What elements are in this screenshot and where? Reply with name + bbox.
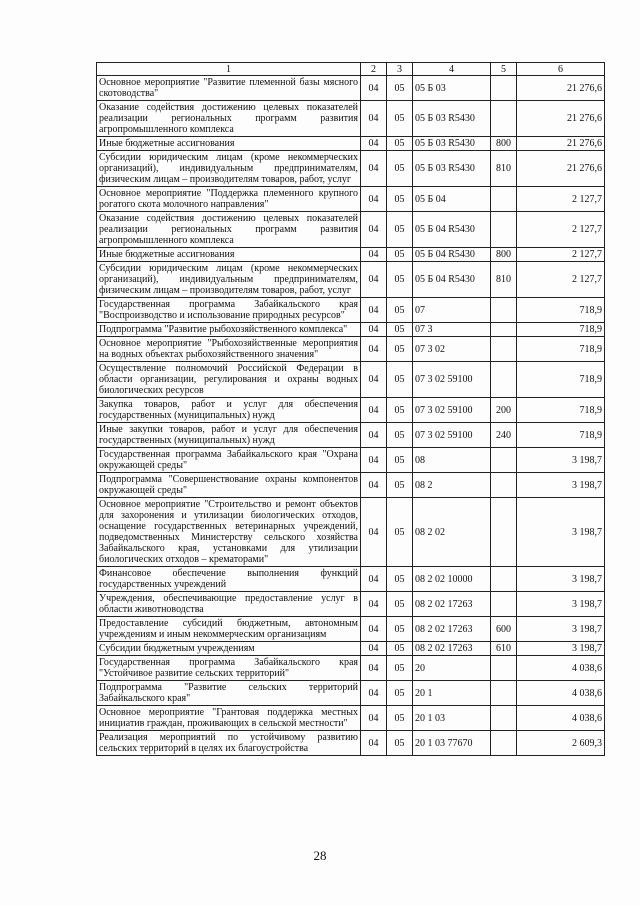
- row-amount-cell: 3 198,7: [517, 473, 605, 498]
- row-target-article-cell: 08 2 02 10000: [413, 567, 491, 592]
- row-amount-cell: 2 127,7: [517, 212, 605, 248]
- row-section-cell: 04: [361, 617, 387, 642]
- row-expense-type-cell: [491, 706, 517, 731]
- row-subsection-cell: 05: [387, 498, 413, 567]
- row-section-cell: 04: [361, 337, 387, 362]
- row-target-article-cell: 07 3 02 59100: [413, 398, 491, 423]
- row-name-cell: Иные бюджетные ассигнования: [97, 248, 361, 262]
- row-name-cell: Основное мероприятие "Рыбохозяйственные мероприятия на водных объектах рыбохозяйственного значения": [97, 337, 361, 362]
- row-subsection-cell: 05: [387, 617, 413, 642]
- row-subsection-cell: 05: [387, 212, 413, 248]
- table-row: [97, 137, 605, 151]
- row-expense-type-cell: 810: [491, 262, 517, 298]
- table-row: [97, 362, 605, 398]
- row-section-cell: 04: [361, 362, 387, 398]
- row-section-cell: 04: [361, 642, 387, 656]
- row-subsection-cell: 05: [387, 262, 413, 298]
- row-amount-cell: 3 198,7: [517, 448, 605, 473]
- row-expense-type-cell: 800: [491, 248, 517, 262]
- row-section-cell: 04: [361, 101, 387, 137]
- row-expense-type-cell: 800: [491, 137, 517, 151]
- row-expense-type-cell: [491, 498, 517, 567]
- row-name-cell: Субсидии бюджетным учреждениям: [97, 642, 361, 656]
- header-col-1: 1: [97, 63, 361, 76]
- row-name-cell: Основное мероприятие "Поддержка племенного крупного рогатого скота молочного направления": [97, 187, 361, 212]
- row-subsection-cell: 05: [387, 592, 413, 617]
- row-name-cell: Субсидии юридическим лицам (кроме некоммерческих организаций), индивидуальным предпринимателям, физическим лицам – производителям товаров, работ, услуг: [97, 151, 361, 187]
- row-amount-cell: 21 276,6: [517, 151, 605, 187]
- table-row: [97, 187, 605, 212]
- row-target-article-cell: 05 Б 03 R5430: [413, 137, 491, 151]
- row-expense-type-cell: [491, 567, 517, 592]
- table-row: [97, 448, 605, 473]
- row-name-cell: Учреждения, обеспечивающие предоставление услуг в области животноводства: [97, 592, 361, 617]
- row-name-cell: Субсидии юридическим лицам (кроме некоммерческих организаций), индивидуальным предпринимателям, физическим лицам – производителям товаров, работ, услуг: [97, 262, 361, 298]
- row-target-article-cell: 08 2 02 17263: [413, 592, 491, 617]
- row-subsection-cell: 05: [387, 567, 413, 592]
- row-section-cell: 04: [361, 448, 387, 473]
- table-body: [97, 76, 605, 756]
- row-subsection-cell: 05: [387, 151, 413, 187]
- row-name-cell: Государственная программа Забайкальского края "Охрана окружающей среды": [97, 448, 361, 473]
- row-name-cell: Подпрограмма "Развитие сельских территорий Забайкальского края": [97, 681, 361, 706]
- row-expense-type-cell: [491, 592, 517, 617]
- row-target-article-cell: 07 3: [413, 323, 491, 337]
- row-name-cell: Реализация мероприятий по устойчивому развитию сельских территорий в целях их благоустройства: [97, 731, 361, 756]
- row-expense-type-cell: [491, 76, 517, 101]
- row-amount-cell: 3 198,7: [517, 498, 605, 567]
- header-col-2: 2: [361, 63, 387, 76]
- row-expense-type-cell: 240: [491, 423, 517, 448]
- row-amount-cell: 718,9: [517, 398, 605, 423]
- header-col-3: 3: [387, 63, 413, 76]
- row-name-cell: Основное мероприятие "Строительство и ремонт объектов для захоронения и утилизации биологических отходов, оснащение государственных ветеринарных учреждений, подведомственных Министерству сельского хозяйства Забайкальского края, установками для утилизации биологических отходов – крематорами": [97, 498, 361, 567]
- row-name-cell: Иные закупки товаров, работ и услуг для обеспечения государственных (муниципальных) нужд: [97, 423, 361, 448]
- table-row: [97, 323, 605, 337]
- row-name-cell: Основное мероприятие "Грантовая поддержка местных инициатив граждан, проживающих в сельской местности": [97, 706, 361, 731]
- row-name-cell: Подпрограмма "Развитие рыбохозяйственного комплекса": [97, 323, 361, 337]
- row-target-article-cell: 05 Б 04 R5430: [413, 262, 491, 298]
- row-target-article-cell: 07 3 02 59100: [413, 362, 491, 398]
- row-target-article-cell: 20 1 03: [413, 706, 491, 731]
- page-number: 28: [313, 848, 327, 863]
- row-expense-type-cell: 200: [491, 398, 517, 423]
- row-section-cell: 04: [361, 398, 387, 423]
- table-row: [97, 498, 605, 567]
- row-target-article-cell: 20: [413, 656, 491, 681]
- row-target-article-cell: 08 2: [413, 473, 491, 498]
- table-row: [97, 423, 605, 448]
- row-subsection-cell: 05: [387, 642, 413, 656]
- row-name-cell: Основное мероприятие "Развитие племенной базы мясного скотоводства": [97, 76, 361, 101]
- row-name-cell: Финансовое обеспечение выполнения функций государственных учреждений: [97, 567, 361, 592]
- row-name-cell: Государственная программа Забайкальского края "Устойчивое развитие сельских территорий": [97, 656, 361, 681]
- row-section-cell: 04: [361, 592, 387, 617]
- row-amount-cell: 2 127,7: [517, 187, 605, 212]
- table-row: [97, 592, 605, 617]
- row-subsection-cell: 05: [387, 248, 413, 262]
- table-row: [97, 617, 605, 642]
- header-col-6: 6: [517, 63, 605, 76]
- row-name-cell: Закупка товаров, работ и услуг для обеспечения государственных (муниципальных) нужд: [97, 398, 361, 423]
- table-row: [97, 101, 605, 137]
- row-amount-cell: 718,9: [517, 323, 605, 337]
- row-subsection-cell: 05: [387, 448, 413, 473]
- row-section-cell: 04: [361, 76, 387, 101]
- table-row: [97, 212, 605, 248]
- row-amount-cell: 21 276,6: [517, 76, 605, 101]
- table-row: [97, 76, 605, 101]
- header-row: [97, 63, 605, 76]
- row-target-article-cell: 07 3 02 59100: [413, 423, 491, 448]
- row-name-cell: Подпрограмма "Совершенствование охраны компонентов окружающей среды": [97, 473, 361, 498]
- row-section-cell: 04: [361, 248, 387, 262]
- row-target-article-cell: 05 Б 04 R5430: [413, 212, 491, 248]
- row-amount-cell: 718,9: [517, 362, 605, 398]
- header-col-5: 5: [491, 63, 517, 76]
- table-row: [97, 398, 605, 423]
- row-amount-cell: 21 276,6: [517, 137, 605, 151]
- row-subsection-cell: 05: [387, 398, 413, 423]
- table-row: [97, 642, 605, 656]
- table-row: [97, 656, 605, 681]
- row-target-article-cell: 07: [413, 298, 491, 323]
- table-header: [97, 63, 605, 76]
- row-expense-type-cell: [491, 101, 517, 137]
- row-subsection-cell: 05: [387, 323, 413, 337]
- table-row: [97, 262, 605, 298]
- row-subsection-cell: 05: [387, 656, 413, 681]
- row-amount-cell: 718,9: [517, 337, 605, 362]
- row-section-cell: 04: [361, 706, 387, 731]
- row-target-article-cell: 05 Б 04 R5430: [413, 248, 491, 262]
- row-expense-type-cell: [491, 656, 517, 681]
- row-name-cell: Оказание содействия достижению целевых показателей реализации региональных программ развития агропромышленного комплекса: [97, 101, 361, 137]
- table-row: [97, 473, 605, 498]
- row-section-cell: 04: [361, 298, 387, 323]
- row-name-cell: Оказание содействия достижению целевых показателей реализации региональных программ развития агропромышленного комплекса: [97, 212, 361, 248]
- row-section-cell: 04: [361, 212, 387, 248]
- table-row: [97, 298, 605, 323]
- row-section-cell: 04: [361, 498, 387, 567]
- row-subsection-cell: 05: [387, 706, 413, 731]
- row-expense-type-cell: [491, 187, 517, 212]
- row-amount-cell: 2 127,7: [517, 262, 605, 298]
- row-amount-cell: 718,9: [517, 298, 605, 323]
- row-amount-cell: 4 038,6: [517, 706, 605, 731]
- budget-table: [96, 62, 605, 756]
- row-subsection-cell: 05: [387, 362, 413, 398]
- row-expense-type-cell: [491, 362, 517, 398]
- table-row: [97, 731, 605, 756]
- row-subsection-cell: 05: [387, 101, 413, 137]
- row-expense-type-cell: [491, 681, 517, 706]
- table-row: [97, 248, 605, 262]
- row-section-cell: 04: [361, 262, 387, 298]
- row-target-article-cell: 07 3 02: [413, 337, 491, 362]
- row-target-article-cell: 05 Б 03 R5430: [413, 101, 491, 137]
- row-name-cell: Предоставление субсидий бюджетным, автономным учреждениям и иным некоммерческим организациям: [97, 617, 361, 642]
- row-target-article-cell: 05 Б 04: [413, 187, 491, 212]
- row-amount-cell: 718,9: [517, 423, 605, 448]
- row-subsection-cell: 05: [387, 76, 413, 101]
- row-amount-cell: 3 198,7: [517, 592, 605, 617]
- row-section-cell: 04: [361, 567, 387, 592]
- row-target-article-cell: 20 1 03 77670: [413, 731, 491, 756]
- row-section-cell: 04: [361, 656, 387, 681]
- row-expense-type-cell: 610: [491, 642, 517, 656]
- row-expense-type-cell: [491, 448, 517, 473]
- row-subsection-cell: 05: [387, 681, 413, 706]
- row-subsection-cell: 05: [387, 473, 413, 498]
- table-row: [97, 567, 605, 592]
- row-amount-cell: 4 038,6: [517, 656, 605, 681]
- table-row: [97, 151, 605, 187]
- row-target-article-cell: 05 Б 03 R5430: [413, 151, 491, 187]
- row-expense-type-cell: [491, 323, 517, 337]
- row-target-article-cell: 20 1: [413, 681, 491, 706]
- row-section-cell: 04: [361, 151, 387, 187]
- row-expense-type-cell: [491, 473, 517, 498]
- table-row: [97, 337, 605, 362]
- row-subsection-cell: 05: [387, 337, 413, 362]
- row-name-cell: Государственная программа Забайкальского края "Воспроизводство и использование природных ресурсов": [97, 298, 361, 323]
- row-amount-cell: 3 198,7: [517, 567, 605, 592]
- row-amount-cell: 2 609,3: [517, 731, 605, 756]
- row-expense-type-cell: [491, 212, 517, 248]
- row-expense-type-cell: [491, 337, 517, 362]
- row-subsection-cell: 05: [387, 137, 413, 151]
- row-section-cell: 04: [361, 423, 387, 448]
- row-section-cell: 04: [361, 731, 387, 756]
- table-row: [97, 706, 605, 731]
- row-subsection-cell: 05: [387, 298, 413, 323]
- row-section-cell: 04: [361, 137, 387, 151]
- row-amount-cell: 3 198,7: [517, 642, 605, 656]
- row-expense-type-cell: [491, 298, 517, 323]
- row-subsection-cell: 05: [387, 423, 413, 448]
- row-amount-cell: 3 198,7: [517, 617, 605, 642]
- row-target-article-cell: 05 Б 03: [413, 76, 491, 101]
- row-target-article-cell: 08: [413, 448, 491, 473]
- row-target-article-cell: 08 2 02: [413, 498, 491, 567]
- row-section-cell: 04: [361, 187, 387, 212]
- header-col-4: 4: [413, 63, 491, 76]
- row-section-cell: 04: [361, 323, 387, 337]
- row-subsection-cell: 05: [387, 731, 413, 756]
- row-target-article-cell: 08 2 02 17263: [413, 642, 491, 656]
- row-expense-type-cell: 600: [491, 617, 517, 642]
- row-amount-cell: 4 038,6: [517, 681, 605, 706]
- row-amount-cell: 21 276,6: [517, 101, 605, 137]
- table-row: [97, 681, 605, 706]
- row-expense-type-cell: [491, 731, 517, 756]
- row-section-cell: 04: [361, 681, 387, 706]
- row-expense-type-cell: 810: [491, 151, 517, 187]
- row-section-cell: 04: [361, 473, 387, 498]
- row-subsection-cell: 05: [387, 187, 413, 212]
- row-amount-cell: 2 127,7: [517, 248, 605, 262]
- row-name-cell: Иные бюджетные ассигнования: [97, 137, 361, 151]
- row-name-cell: Осуществление полномочий Российской Федерации в области организации, регулирования и охраны водных биологических ресурсов: [97, 362, 361, 398]
- row-target-article-cell: 08 2 02 17263: [413, 617, 491, 642]
